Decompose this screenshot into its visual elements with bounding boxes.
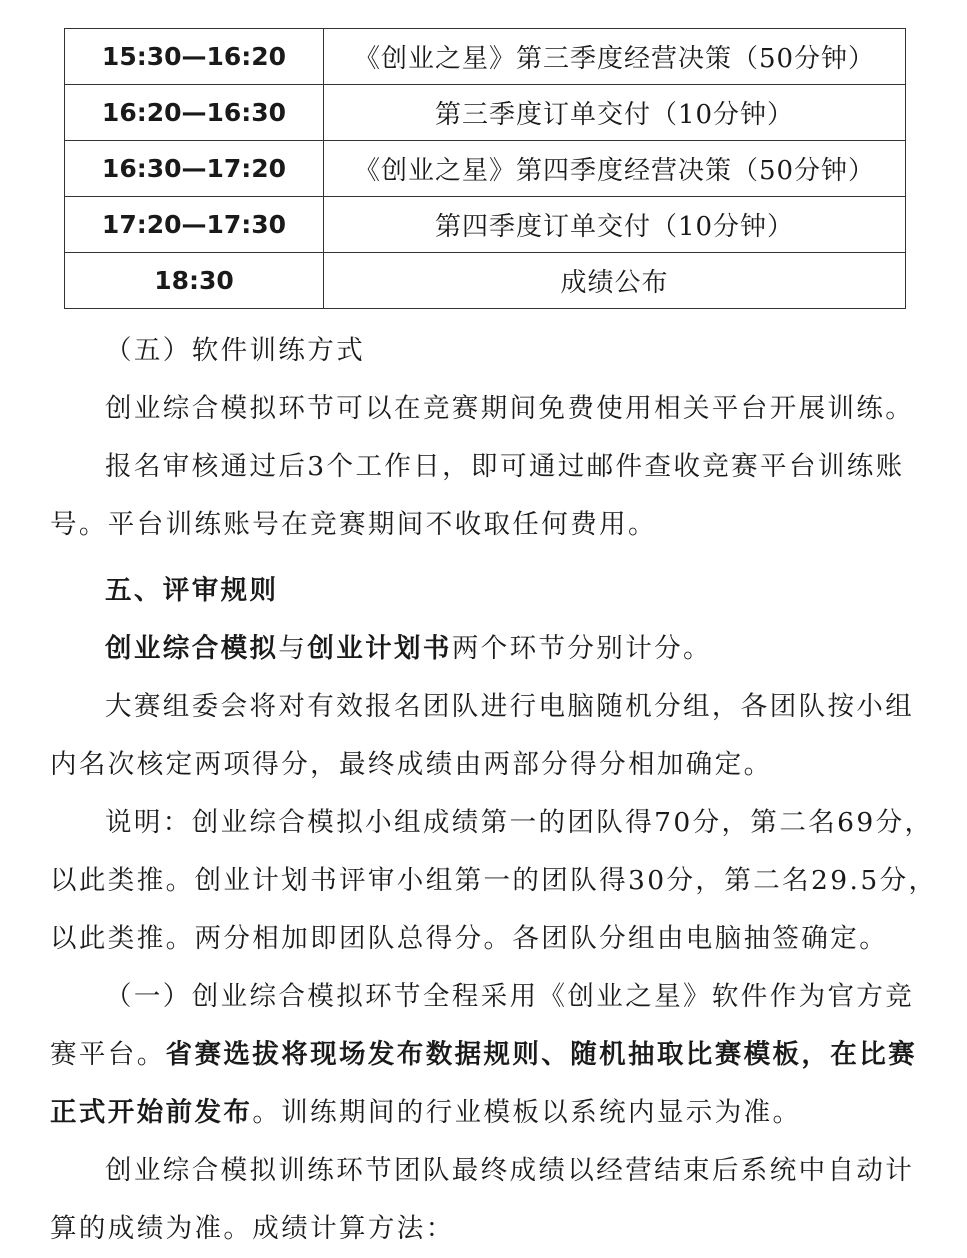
paragraph-continuation	[50, 1026, 928, 1084]
section-heading-rules: 五、评审规则	[105, 575, 279, 606]
bold-text: 正式开始前发布	[50, 1097, 253, 1128]
inline-text: 与	[278, 633, 308, 664]
document-body	[50, 322, 938, 1258]
schedule-event: 《创业之星》第三季度经营决策（50分钟）	[324, 29, 906, 85]
schedule-event: 成绩公布	[324, 253, 906, 309]
table-row	[65, 141, 906, 197]
bold-term: 创业计划书	[307, 633, 452, 664]
paragraph: 说明：创业综合模拟小组成绩第一的团队得70分，第二名69分，	[105, 807, 934, 838]
schedule-time: 17:20—17:30	[65, 197, 324, 253]
paragraph: 创业综合模拟环节可以在竞赛期间免费使用相关平台开展训练。	[105, 393, 915, 424]
paragraph: （一）创业综合模拟环节全程采用《创业之星》软件作为官方竞	[105, 981, 915, 1012]
paragraph-continuation: 号。平台训练账号在竞赛期间不收取任何费用。	[50, 509, 657, 540]
schedule-time: 15:30—16:20	[65, 29, 324, 85]
paragraph: 创业综合模拟训练环节团队最终成绩以经营结束后系统中自动计	[105, 1155, 915, 1186]
inline-text: 两个环节分别计分。	[451, 633, 712, 664]
paragraph-continuation: 算的成绩为准。成绩计算方法：	[50, 1213, 455, 1244]
section-heading-training: （五）软件训练方式	[105, 335, 366, 366]
schedule-table	[64, 28, 906, 309]
inline-text: 赛平台。	[50, 1039, 166, 1070]
paragraph: 大赛组委会将对有效报名团队进行电脑随机分组，各团队按小组	[105, 691, 915, 722]
paragraph-continuation: 以此类推。两分相加即团队总得分。各团队分组由电脑抽签确定。	[50, 923, 889, 954]
table-row	[65, 253, 906, 309]
paragraph	[50, 620, 928, 678]
paragraph-continuation	[50, 1084, 928, 1142]
paragraph-continuation: 以此类推。创业计划书评审小组第一的团队得30分，第二名29.5分，	[50, 865, 938, 896]
schedule-time: 18:30	[65, 253, 324, 309]
inline-text: 。训练期间的行业模板以系统内显示为准。	[252, 1097, 802, 1128]
schedule-time: 16:20—16:30	[65, 85, 324, 141]
schedule-event: 第三季度订单交付（10分钟）	[324, 85, 906, 141]
table-row	[65, 85, 906, 141]
paragraph: 报名审核通过后3个工作日，即可通过邮件查收竞赛平台训练账	[105, 451, 905, 482]
table-row	[65, 29, 906, 85]
paragraph-continuation: 内名次核定两项得分，最终成绩由两部分得分相加确定。	[50, 749, 773, 780]
schedule-event: 《创业之星》第四季度经营决策（50分钟）	[324, 141, 906, 197]
table-row	[65, 197, 906, 253]
bold-term: 创业综合模拟	[105, 633, 279, 664]
schedule-event: 第四季度订单交付（10分钟）	[324, 197, 906, 253]
bold-text: 省赛选拔将现场发布数据规则、随机抽取比赛模板，在比赛	[165, 1039, 918, 1070]
schedule-time: 16:30—17:20	[65, 141, 324, 197]
